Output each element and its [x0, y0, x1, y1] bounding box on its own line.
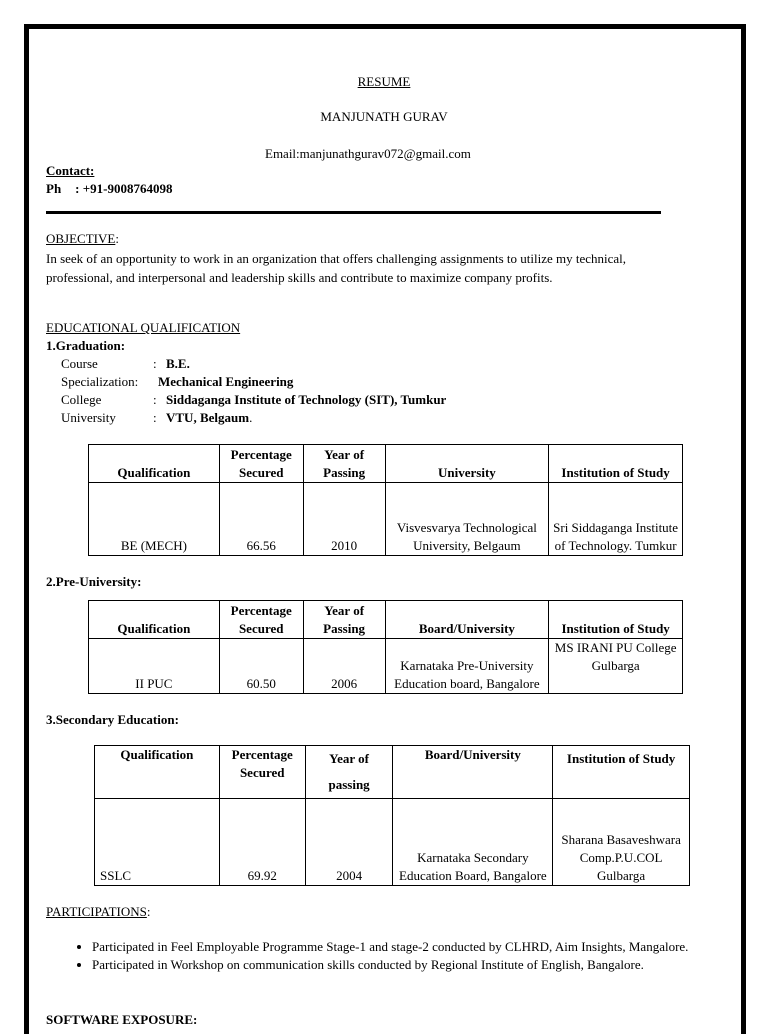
- table-row: [89, 483, 683, 556]
- objective-heading-text: OBJECTIVE: [46, 231, 116, 246]
- table-header-row: [89, 445, 683, 483]
- list-item: • Participated in Feel Employable Programme Stage-1 and stage-2 conducted by CLHRD, Aim Insights, Mangalore.: [92, 938, 742, 955]
- software-heading: SOFTWARE EXPOSURE:: [46, 1012, 198, 1027]
- field-key: Course: [61, 356, 98, 371]
- table-header-row: [89, 601, 683, 639]
- cell-institution: MS IRANI PU College Gulbarga: [549, 639, 683, 694]
- cell-year: 2010: [303, 483, 385, 556]
- education-heading: EDUCATIONAL QUALIFICATION: [46, 320, 241, 335]
- objective-text: In seek of an opportunity to work in an organization that offers challenging assignments to utilize my technical, professional, and interpersonal and leadership skills and contribute to maximize company profits.: [46, 251, 627, 285]
- cell-qualification: II PUC: [89, 639, 220, 694]
- header-year: Year of passing: [305, 746, 393, 799]
- field-university: [61, 410, 252, 426]
- phone-separator: :: [75, 181, 80, 196]
- phone-label: Ph: [46, 181, 62, 196]
- header-institution: Institution of Study: [549, 601, 683, 639]
- cell-percentage: 69.92: [219, 799, 305, 886]
- header-year: Year of Passing: [303, 445, 385, 483]
- header-board: Board/University: [385, 601, 549, 639]
- field-key: University: [61, 410, 116, 425]
- cell-year: 2004: [305, 799, 393, 886]
- participations-heading: [46, 904, 150, 920]
- secondary-table: [94, 745, 690, 886]
- cell-institution: Sri Siddaganga Institute of Technology. Tumkur: [549, 483, 683, 556]
- cell-institution: Sharana Basaveshwara Comp.P.U.COL Gulbarga: [553, 799, 690, 886]
- header-percentage: Percentage Secured: [219, 746, 305, 799]
- secondary-label: 3.Secondary Education:: [46, 712, 179, 727]
- participations-heading-text: PARTICIPATIONS: [46, 904, 147, 919]
- phone-number: +91-9008764098: [82, 181, 173, 196]
- cell-university: Visvesvarya Technological University, Belgaum: [385, 483, 549, 556]
- contact-label: Contact:: [46, 163, 95, 178]
- participations-list: [46, 938, 742, 974]
- header-university: University: [385, 445, 549, 483]
- cell-qualification: BE (MECH): [89, 483, 220, 556]
- phone-line: [46, 181, 173, 197]
- cell-board: Karnataka Pre-University Education board, Bangalore: [385, 639, 549, 694]
- header-institution: Institution of Study: [549, 445, 683, 483]
- objective-colon: :: [115, 231, 119, 246]
- table-row: [95, 799, 690, 886]
- field-college: [61, 392, 446, 408]
- cell-year: 2006: [303, 639, 385, 694]
- list-item: • Participated in Workshop on communication skills conducted by Regional Institute of English, Bangalore.: [92, 956, 742, 973]
- field-value: B.E.: [166, 356, 190, 371]
- cell-percentage: 60.50: [219, 639, 303, 694]
- pre-university-label: 2.Pre-University:: [46, 574, 142, 589]
- graduation-label: 1.Graduation:: [46, 338, 126, 353]
- header-qualification: Qualification: [89, 601, 220, 639]
- header-institution: Institution of Study: [553, 746, 690, 799]
- resume-title: RESUME: [357, 74, 411, 89]
- field-course: [61, 356, 190, 372]
- header-percentage: Percentage Secured: [219, 445, 303, 483]
- field-value: VTU, Belgaum: [166, 410, 250, 425]
- header-qualification: Qualification: [95, 746, 220, 799]
- field-specialization: [61, 374, 293, 390]
- cell-board: Karnataka Secondary Education Board, Bangalore: [393, 799, 553, 886]
- field-suffix: .: [249, 410, 253, 425]
- contact-heading: [46, 163, 94, 179]
- pre-university-table: [88, 600, 683, 694]
- field-sep: :: [153, 356, 157, 371]
- field-value: Siddaganga Institute of Technology (SIT), Tumkur: [166, 392, 447, 407]
- participations-colon: :: [146, 904, 151, 919]
- graduation-table: [88, 444, 683, 556]
- field-key: Specialization:: [61, 374, 139, 389]
- objective-heading: [46, 231, 119, 247]
- horizontal-rule: [46, 211, 661, 214]
- cell-qualification: SSLC: [95, 799, 220, 886]
- table-header-row: [95, 746, 690, 799]
- field-sep: :: [153, 392, 157, 407]
- candidate-name: MANJUNATH GURAV: [320, 109, 448, 124]
- table-row: [89, 639, 683, 694]
- header-percentage: Percentage Secured: [219, 601, 303, 639]
- email-line: Email:manjunathgurav072@gmail.com: [265, 146, 471, 161]
- field-sep: :: [153, 410, 157, 425]
- field-key: College: [61, 392, 102, 407]
- header-year: Year of Passing: [303, 601, 385, 639]
- header-board: Board/University: [393, 746, 553, 799]
- cell-percentage: 66.56: [219, 483, 303, 556]
- field-value: Mechanical Engineering: [158, 374, 294, 389]
- header-qualification: Qualification: [89, 445, 220, 483]
